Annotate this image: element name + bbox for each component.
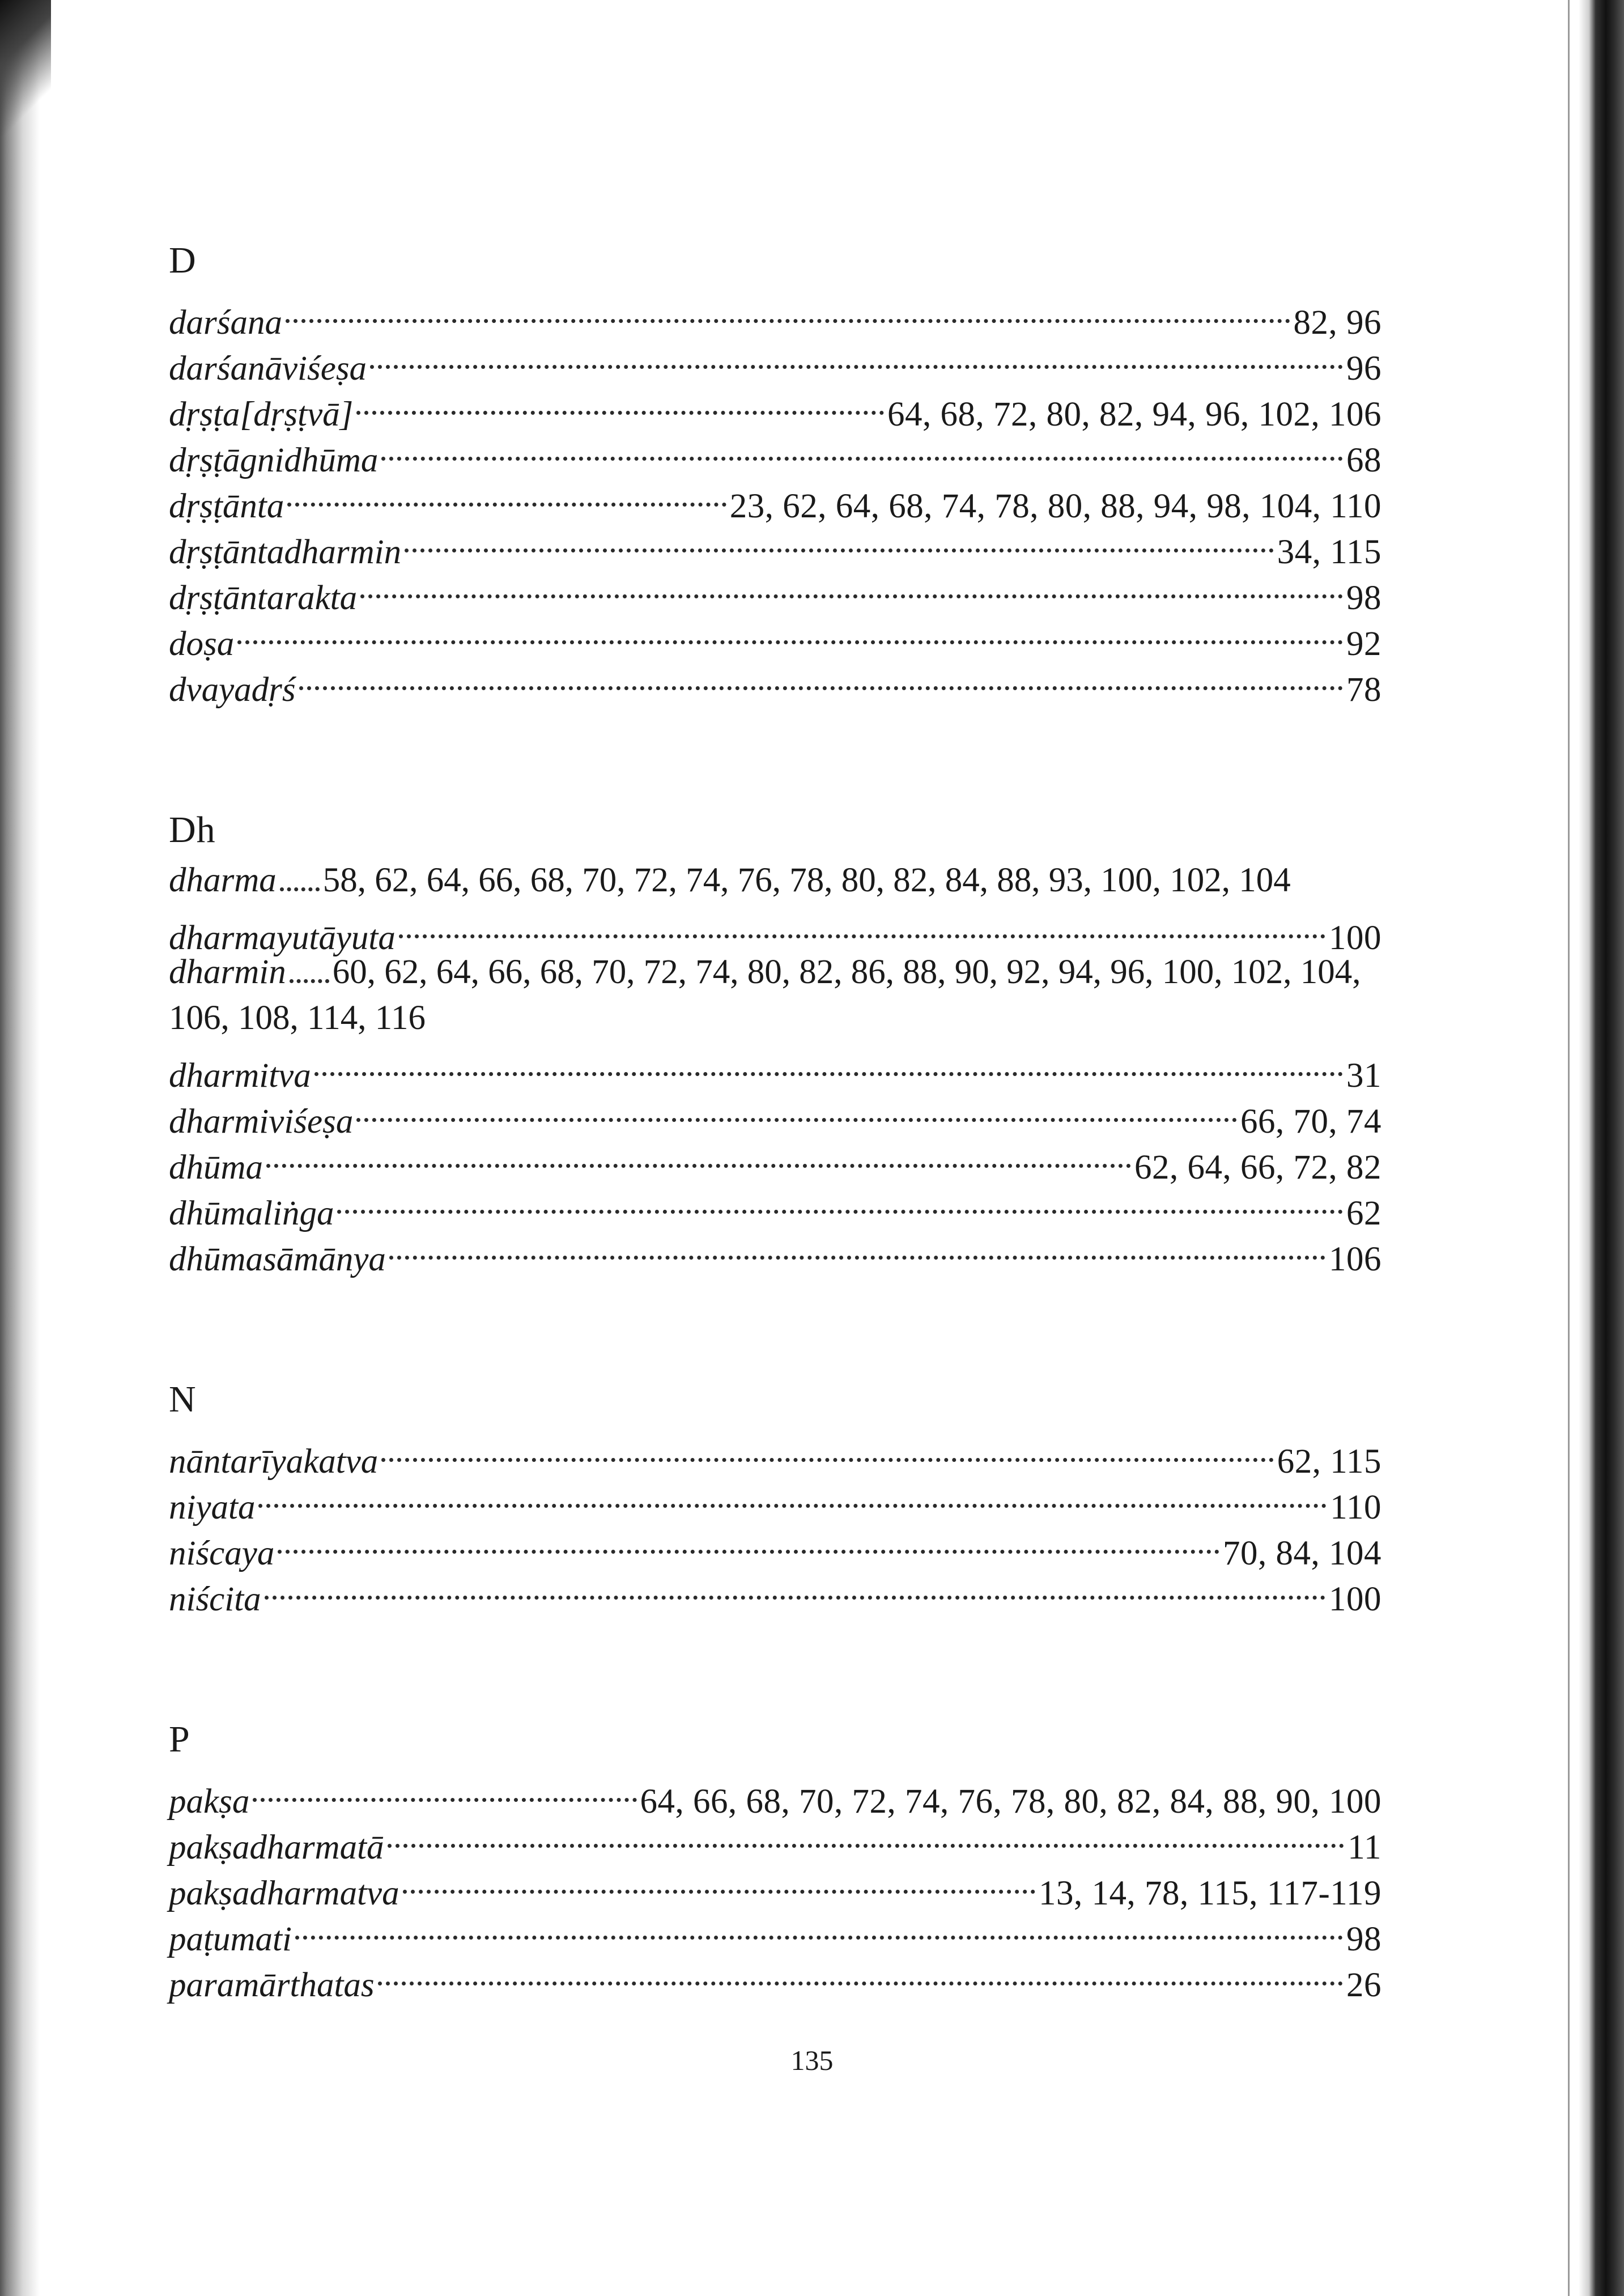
entry-pages: 11 <box>1347 1829 1381 1866</box>
entry-term: dharma <box>169 861 277 899</box>
entry-term: dṛṣṭa[dṛṣṭvā] <box>169 396 354 433</box>
dot-leader <box>314 1041 1343 1087</box>
dot-leader <box>399 903 1325 949</box>
entry-pages: 100 <box>1329 1580 1381 1618</box>
index-entry <box>169 1087 1381 1141</box>
index-entry <box>169 1950 1381 2004</box>
index-section-p <box>169 1716 1381 2004</box>
entry-pages: 82, 96 <box>1293 304 1381 342</box>
dot-leader <box>360 563 1343 609</box>
index-entry <box>169 1564 1381 1618</box>
index-section-n <box>169 1376 1381 1618</box>
index-page <box>169 237 1381 2004</box>
dot-leader <box>280 869 320 891</box>
entry-term: pakṣadharmatva <box>169 1874 399 1912</box>
entry-pages: 13, 14, 78, 115, 117-119 <box>1038 1874 1381 1912</box>
index-entry <box>169 655 1381 709</box>
index-entry <box>169 471 1381 525</box>
index-entry <box>169 609 1381 663</box>
entry-pages: 60, 62, 64, 66, 68, 70, 72, 74, 80, 82, 86, 88, 90, 92, 94, 96, 100, 102, 104, 106, 108, 114, 116 <box>169 953 1361 1037</box>
dot-leader <box>295 1904 1343 1950</box>
entry-term: doṣa <box>169 625 235 663</box>
entry-term: niścaya <box>169 1534 275 1572</box>
dot-leader <box>237 609 1343 655</box>
index-entry <box>169 1519 1381 1572</box>
dot-leader <box>265 1564 1325 1610</box>
index-entry <box>169 1041 1381 1095</box>
entry-term: dṛṣṭāgnidhūma <box>169 441 379 479</box>
entry-pages: 64, 68, 72, 80, 82, 94, 96, 102, 106 <box>887 396 1381 433</box>
entry-pages: 62, 115 <box>1277 1443 1381 1481</box>
entry-term: dharmitva <box>169 1057 311 1095</box>
entry-term: dharmin <box>169 953 286 991</box>
entry-term: niścita <box>169 1580 261 1618</box>
entry-term: dhūma <box>169 1149 263 1187</box>
index-section-dh <box>169 806 1381 1278</box>
dot-leader <box>356 380 884 426</box>
entry-term: pakṣadharmatā <box>169 1829 384 1866</box>
section-heading: D <box>169 240 197 281</box>
entry-pages: 23, 62, 64, 68, 74, 78, 80, 88, 94, 98, 104, 110 <box>729 487 1381 525</box>
dot-leader <box>278 1519 1219 1564</box>
entry-term: paramārthatas <box>169 1966 375 2004</box>
dot-leader <box>266 1133 1131 1179</box>
entry-pages: 64, 66, 68, 70, 72, 74, 76, 78, 80, 82, 84, 88, 90, 100 <box>640 1783 1381 1821</box>
index-entry <box>169 1904 1381 1958</box>
entry-pages: 58, 62, 64, 66, 68, 70, 72, 74, 76, 78, 80, 82, 84, 88, 93, 100, 102, 104 <box>322 861 1291 899</box>
entry-pages: 66, 70, 74 <box>1240 1103 1381 1141</box>
index-entry <box>169 334 1381 388</box>
entry-pages: 34, 115 <box>1277 533 1381 571</box>
entry-pages: 96 <box>1346 350 1381 388</box>
binding-line <box>1568 0 1570 2296</box>
dot-leader <box>370 334 1343 380</box>
entry-pages: 31 <box>1346 1057 1381 1095</box>
index-entry <box>169 1473 1381 1527</box>
binding-shadow-right <box>1579 0 1624 2296</box>
entry-term: darśanāviśeṣa <box>169 350 367 388</box>
index-entry <box>169 1427 1381 1481</box>
entry-pages: 26 <box>1346 1966 1381 2004</box>
index-entry <box>169 288 1381 342</box>
dot-leader <box>286 288 1290 334</box>
entry-pages: 70, 84, 104 <box>1223 1534 1381 1572</box>
entry-pages: 62 <box>1346 1194 1381 1232</box>
entry-term: dharmiviśeṣa <box>169 1103 354 1141</box>
entry-term: dhūmaliṅga <box>169 1194 334 1232</box>
dot-leader <box>290 960 329 983</box>
section-heading: P <box>169 1719 190 1760</box>
entry-term: paṭumati <box>169 1920 292 1958</box>
entry-term: dharmayutāyuta <box>169 919 396 957</box>
entry-term: dvayadṛś <box>169 671 296 709</box>
dot-leader <box>389 1224 1325 1270</box>
index-entry <box>169 1813 1381 1866</box>
index-entry <box>169 949 1381 1041</box>
entry-term: dṛṣṭāntarakta <box>169 579 358 617</box>
dot-leader <box>258 1473 1327 1519</box>
entry-term: dṛṣṭānta <box>169 487 284 525</box>
index-entry <box>169 1767 1381 1821</box>
entry-pages: 110 <box>1330 1489 1381 1527</box>
entry-pages: 106 <box>1329 1240 1381 1278</box>
dot-leader <box>287 471 726 517</box>
entry-term: dṛṣṭāntadharmin <box>169 533 402 571</box>
index-entry <box>169 1133 1381 1187</box>
entry-term: pakṣa <box>169 1783 250 1821</box>
entry-pages: 100 <box>1329 919 1381 957</box>
scan-corner-artifact <box>0 0 51 136</box>
entry-pages: 68 <box>1346 441 1381 479</box>
section-heading: N <box>169 1379 197 1420</box>
entry-pages: 62, 64, 66, 72, 82 <box>1134 1149 1381 1187</box>
dot-leader <box>356 1087 1237 1133</box>
entry-pages: 78 <box>1346 671 1381 709</box>
entry-term: dhūmasāmānya <box>169 1240 386 1278</box>
entry-pages: 92 <box>1346 625 1381 663</box>
index-section-d <box>169 237 1381 709</box>
index-entry <box>169 903 1381 957</box>
dot-leader <box>337 1179 1343 1224</box>
section-heading: Dh <box>169 809 216 851</box>
dot-leader <box>381 1427 1273 1473</box>
entry-term: darśana <box>169 304 282 342</box>
dot-leader <box>388 1813 1345 1859</box>
dot-leader <box>378 1950 1343 1996</box>
dot-leader <box>299 655 1343 701</box>
entry-term: nāntarīyakatva <box>169 1443 379 1481</box>
index-entry <box>169 857 1381 903</box>
dot-leader <box>253 1767 636 1813</box>
dot-leader <box>381 426 1343 471</box>
dot-leader <box>405 517 1274 563</box>
scan-edge-shadow-left <box>0 0 40 2296</box>
dot-leader <box>403 1859 1035 1904</box>
index-entry <box>169 1179 1381 1232</box>
entry-pages: 98 <box>1346 1920 1381 1958</box>
entry-pages: 98 <box>1346 579 1381 617</box>
index-entry <box>169 517 1381 571</box>
page-number: 135 <box>790 2044 834 2076</box>
entry-term: niyata <box>169 1489 256 1527</box>
index-entry <box>169 1224 1381 1278</box>
